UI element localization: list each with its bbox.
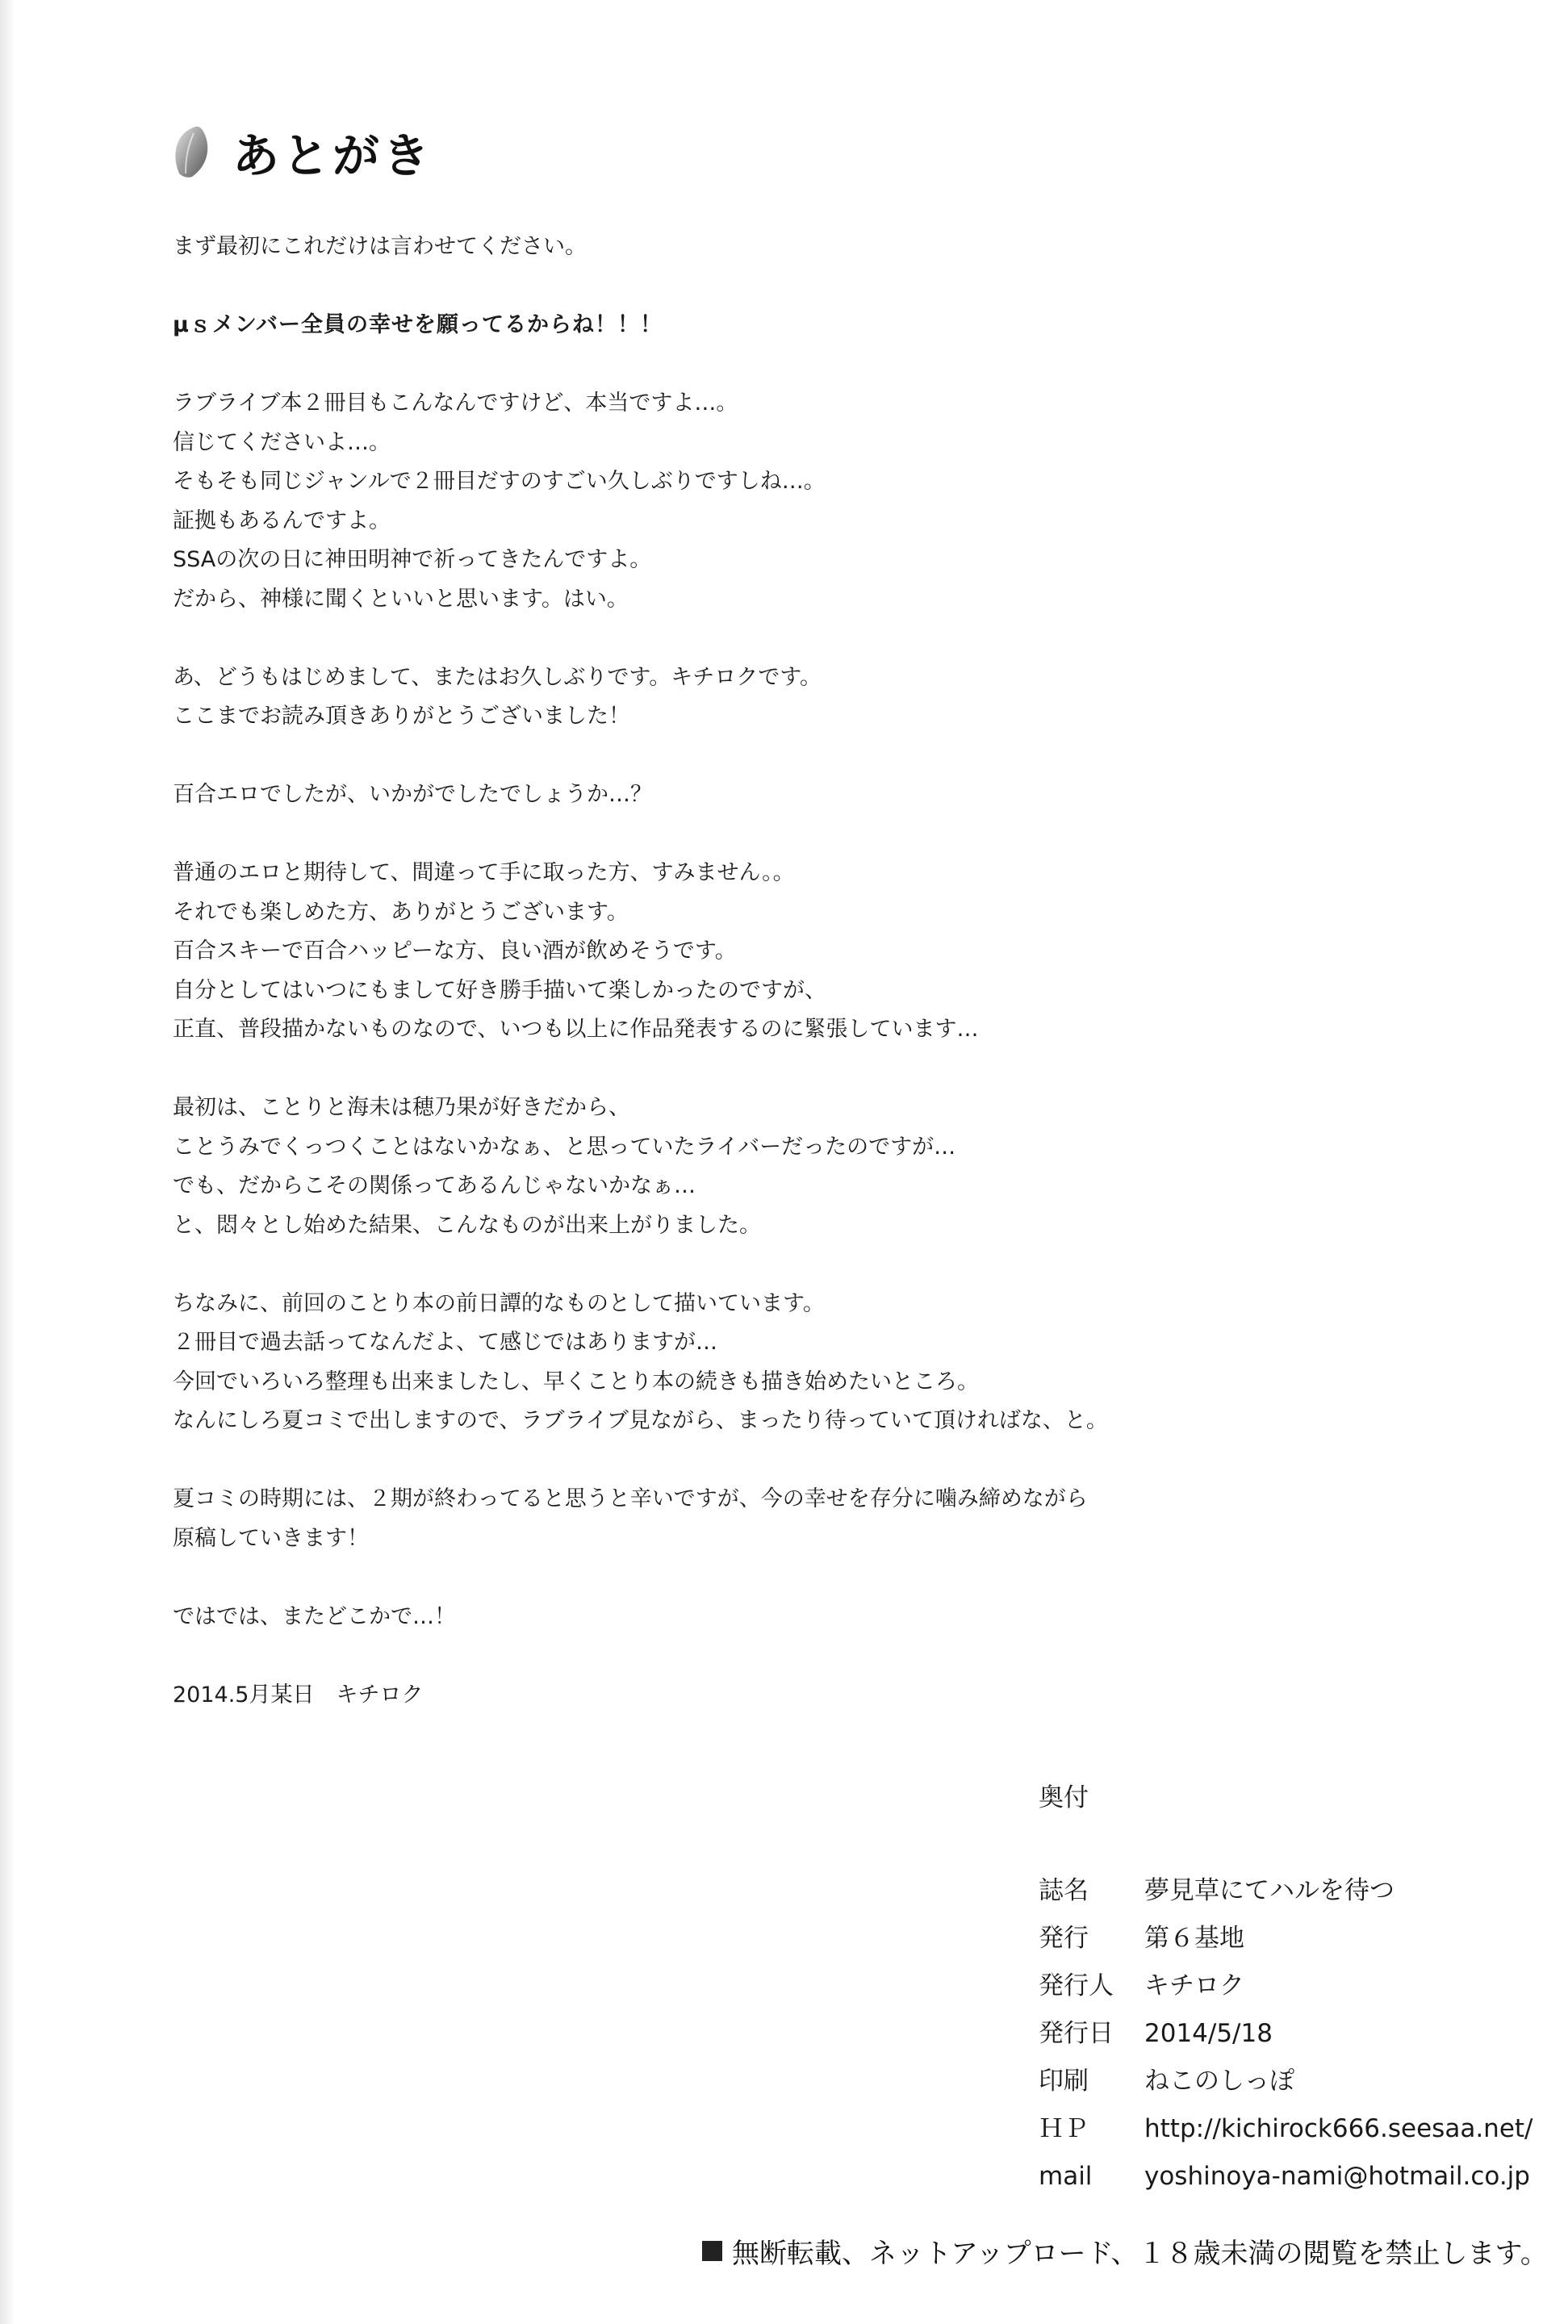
text-line: でも、だからこその関係ってあるんじゃないかなぁ… xyxy=(173,1173,696,1198)
colophon-label: 印刷 xyxy=(1039,2067,1089,2096)
page-edge-shadow xyxy=(0,0,15,2324)
colophon-value: http://kichirock666.seesaa.net/ xyxy=(1144,2114,1533,2143)
colophon-label: 誌名 xyxy=(1039,1876,1089,1905)
notice-text: 無断転載、ネットアップロード、１８歳未満の閲覧を禁止します。 xyxy=(732,2237,1548,2270)
paragraph-gap xyxy=(173,1636,1383,1676)
colophon xyxy=(1039,1774,1532,2201)
paragraph-gap xyxy=(173,345,1383,385)
text-line: 百合エロでしたが、いかがでしたでしょうか…？ xyxy=(173,782,652,807)
paragraph-gap xyxy=(173,1441,1383,1481)
text-line: 最初は、ことりと海未は穂乃果が好きだから、 xyxy=(173,1095,630,1120)
emphasis-line: μｓメンバー全員の幸せを願ってるからね！！！ xyxy=(173,312,663,337)
paragraph-gap xyxy=(173,1558,1383,1598)
text-line: 普通のエロと期待して、間違って手に取った方、すみません。。 xyxy=(173,860,795,885)
colophon-label: 発行日 xyxy=(1039,2019,1114,2048)
paragraph-gap xyxy=(173,1050,1383,1089)
text-line: ちなみに、前回のことり本の前日譚的なものとして描いています。 xyxy=(173,1290,825,1316)
paragraph-gap xyxy=(173,1245,1383,1285)
colophon-label: 発行 xyxy=(1039,1924,1089,1953)
colophon-label: ＨＰ xyxy=(1039,2114,1089,2143)
colophon-row xyxy=(1039,2058,1532,2105)
heading-title: あとがき xyxy=(232,128,433,183)
colophon-label: mail xyxy=(1039,2162,1093,2191)
text-line: ラブライブ本２冊目もこんなんですけど、本当ですよ…。 xyxy=(173,391,738,416)
text-line: 信じてくださいよ…。 xyxy=(173,429,391,455)
colophon-value: キチロク xyxy=(1144,1971,1244,2000)
paragraph-gap xyxy=(173,267,1383,307)
colophon-title: 奥付 xyxy=(1039,1783,1089,1812)
colophon-row xyxy=(1039,1867,1532,1915)
colophon-row xyxy=(1039,1962,1532,2010)
copyright-notice xyxy=(702,2230,1548,2271)
text-line: まず最初にこれだけは言わせてください。 xyxy=(173,234,587,259)
colophon-row xyxy=(1039,2105,1532,2153)
text-line: 原稿していきます！ xyxy=(173,1525,369,1551)
text-line: ことうみでくっつくことはないかなぁ、と思っていたライバーだったのですが… xyxy=(173,1134,956,1160)
text-line: SSAの次の日に神田明神で祈ってきたんですよ。 xyxy=(173,547,652,572)
text-line: ではでは、またどこかで…！ xyxy=(173,1603,456,1629)
colophon-label: 発行人 xyxy=(1039,1971,1114,2000)
paragraph-gap xyxy=(173,619,1383,658)
text-line: あ、どうもはじめまして、またはお久しぶりです。キチロクです。 xyxy=(173,664,822,690)
colophon-row xyxy=(1039,2010,1532,2058)
paragraph-gap xyxy=(173,737,1383,776)
colophon-value: 2014/5/18 xyxy=(1144,2019,1273,2048)
colophon-value: yoshinoya-nami@hotmail.co.jp xyxy=(1144,2162,1530,2191)
text-line: と、悶々とし始めた結果、こんなものが出来上がりました。 xyxy=(173,1212,761,1238)
afterword-heading xyxy=(171,119,433,184)
afterword-body xyxy=(173,228,1383,1715)
paragraph-gap xyxy=(173,815,1383,855)
text-line: 2014.5月某日 キチロク xyxy=(173,1682,424,1707)
black-square-icon xyxy=(702,2241,722,2261)
colophon-value: 第６基地 xyxy=(1144,1924,1244,1953)
text-line: 今回でいろいろ整理も出来ましたし、早くことり本の続きも描き始めたいところ。 xyxy=(173,1369,979,1394)
colophon-value: ねこのしっぽ xyxy=(1144,2067,1294,2096)
text-line: ここまでお読み頂きありがとうございました！ xyxy=(173,704,630,729)
colophon-table xyxy=(1039,1867,1532,2201)
text-line: そもそも同じジャンルで２冊目だすのすごい久しぶりですしね…。 xyxy=(173,469,826,494)
text-line: 証拠もあるんですよ。 xyxy=(173,508,391,533)
text-line: 自分としてはいつにもまして好き勝手描いて楽しかったのですが、 xyxy=(173,977,826,1003)
text-line: だから、神様に聞くといいと思います。はい。 xyxy=(173,586,629,612)
text-line: それでも楽しめた方、ありがとうございます。 xyxy=(173,899,629,925)
text-line: ２冊目で過去話ってなんだよ、て感じではありますが… xyxy=(173,1330,717,1355)
text-line: 百合スキーで百合ハッピーな方、良い酒が飲めそうです。 xyxy=(173,938,737,963)
colophon-row xyxy=(1039,2153,1532,2201)
colophon-row xyxy=(1039,1915,1532,1962)
leaf-icon xyxy=(171,125,211,178)
text-line: 夏コミの時期には、２期が終わってると思うと辛いですが、今の幸せを存分に噛み締めながら xyxy=(173,1486,1088,1511)
text-line: 正直、普段描かないものなので、いつも以上に作品発表するのに緊張しています… xyxy=(173,1017,979,1042)
colophon-value: 夢見草にてハルを待つ xyxy=(1144,1876,1394,1905)
text-line: なんにしろ夏コミで出しますので、ラブライブ見ながら、まったり待っていて頂ければな、と。 xyxy=(173,1408,1108,1433)
